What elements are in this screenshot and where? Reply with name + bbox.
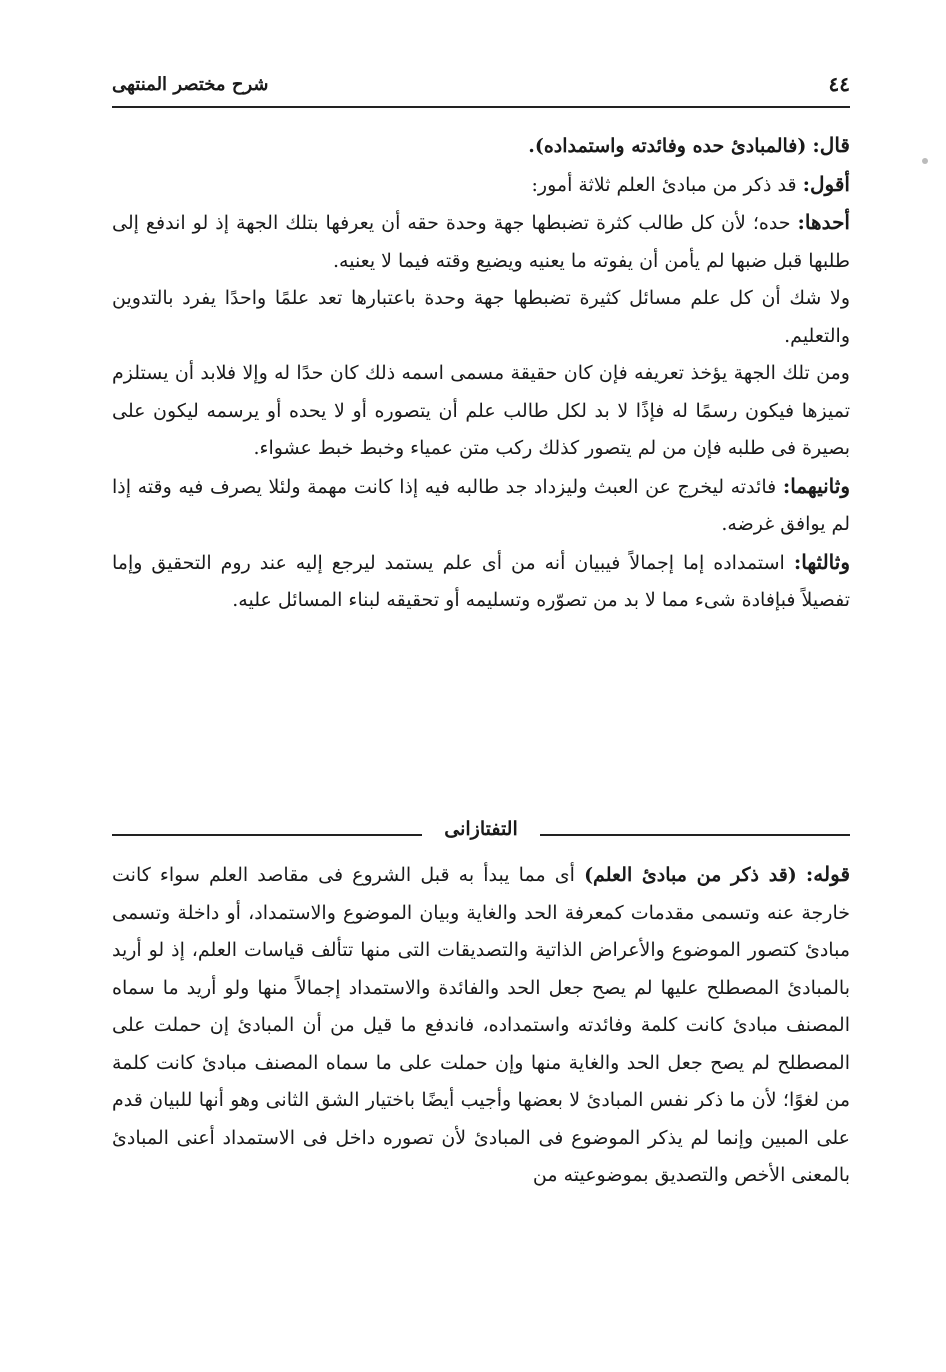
commentator-name: التفتازانى bbox=[444, 818, 518, 840]
commentary-text bbox=[112, 856, 850, 1195]
paragraph-wa-min bbox=[112, 355, 850, 468]
running-title: شرح مختصر المنتهى bbox=[112, 74, 269, 95]
quoted-text: (قد ذكر من مبادئ العلم) bbox=[584, 864, 797, 886]
page-header bbox=[112, 72, 850, 102]
divider-rule-right bbox=[540, 834, 850, 836]
paragraph-ahaduha bbox=[112, 204, 850, 280]
paragraph-thanihima bbox=[112, 468, 850, 544]
divider-rule-left bbox=[112, 834, 422, 836]
lead-word: أقول: bbox=[802, 171, 850, 196]
paragraph-text: أى مما يبدأ به قبل الشروع فى مقاصد العلم سواء كانت خارجة عنه وتسمى مقدمات كمعرفة الحد والغاية وبيان الموضوع والاستمداد، أو داخلة وتسمى مبادئ كتصور الموضوع والأعراض الذاتية والتصديقات التى منها تتألف قياسات العلم، إذ لو أريد بالمبادئ المصطلح عليها لم يصح جعل الحد والفائدة والاستمداد إجمالاً منها ولو أريد ما سماه المصنف مبادئ كانت كلمة وفائدته واستمداده، فاندفع ما قيل من أن المبادئ إن حملت على المصطلح لم يصح جعل الحد والغاية منها وإن حملت على ما سماه المصنف مبادئ كانت كلمة من لغوًا؛ لأن ما ذكر نفس المبادئ لا بعضها وأجيب أيضًا باختيار الشق الثانى وهو أنها للبيان قدم على المبين وإنما لم يذكر الموضوع فى المبادئ لأن تصوره داخل فى الاستمداد أعنى المبادئ بالمعنى الأخص والتصديق بموضوعيته من bbox=[112, 864, 850, 1186]
main-text bbox=[112, 127, 850, 620]
paragraph-text: ولا شك أن كل علم مسائل كثيرة تضبطها جهة وحدة باعتبارها تعد علمًا واحدًا يفرد بالتدوين والتعليم. bbox=[112, 287, 850, 347]
paragraph-text: ومن تلك الجهة يؤخذ تعريفه فإن كان حقيقة مسمى اسمه ذلك كان حدًا له وإلا فلابد أن يستلزم تميزها فيكون رسمًا له فإذًا لا بد لكل طالب علم أن يتصوره أو لا يحده أو يرسمه ليكون على بصيرة فى طلبه فإن من لم يتصور كذلك ركب متن عمياء وخبط خبط عشواء. bbox=[112, 362, 850, 459]
paragraph-text: حده؛ لأن كل طالب كثرة تضبطها جهة وحدة حقه أن يعرفها بتلك الجهة إذ لو اندفع إلى طلبها قبل ضبها لم يأمن أن يفوته ما يعنيه ويضيع وقته فيما لا يعنيه. bbox=[112, 212, 850, 272]
paragraph-text: استمداده إما إجمالاً فيبيان أنه من أى علم يستمد ليرجع إليه عند روم التحقيق وإما تفصيلاً فبإفادة شىء مما لا بد من تصوّره وتسليمه أو تحقيقه لبناء المسائل عليه. bbox=[112, 551, 850, 611]
lead-word: وثانيهما: bbox=[782, 473, 850, 498]
lead-word: قوله: bbox=[805, 862, 851, 886]
lead-word: أحدها: bbox=[797, 210, 850, 234]
commentary-divider bbox=[112, 818, 850, 848]
paragraph-text: فائدته ليخرج عن العبث وليزداد جد طالبه فيه إذا كانت مهمة ولئلا يصرف فيه وقته إذا لم يوافق غرضه. bbox=[112, 475, 850, 535]
paragraph-aqulu bbox=[112, 166, 850, 205]
lead-word: وثالثها: bbox=[793, 549, 850, 574]
paragraph-wala-shakk bbox=[112, 280, 850, 355]
paragraph-thalithuha bbox=[112, 544, 850, 620]
paragraph-text: قد ذكر من مبادئ العلم ثلاثة أمور: bbox=[531, 173, 797, 196]
header-rule bbox=[112, 106, 850, 108]
quoted-text: (فالمبادئ حده وفائدته واستمداده). bbox=[528, 135, 807, 157]
commentary-paragraph bbox=[112, 856, 850, 1195]
lead-word: قال: bbox=[812, 133, 850, 157]
paragraph-qala bbox=[112, 127, 850, 166]
page-number: ٤٤ bbox=[828, 72, 850, 96]
margin-speck bbox=[922, 158, 928, 164]
